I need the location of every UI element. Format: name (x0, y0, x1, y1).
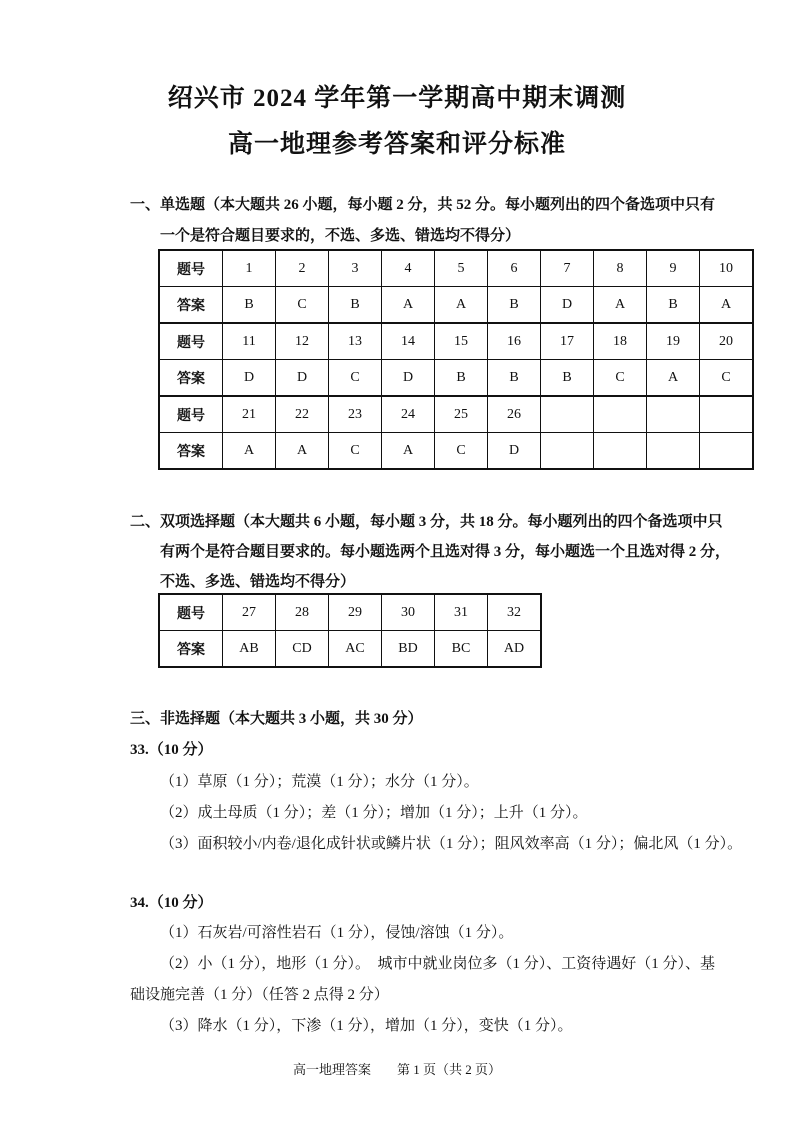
table-cell: D (276, 360, 329, 397)
table-cell: 8 (594, 250, 647, 287)
table-cell: B (488, 360, 541, 397)
table-cell: B (647, 287, 700, 324)
section1-heading-line1: 一、单选题（本大题共 26 小题，每小题 2 分，共 52 分。每小题列出的四个备选项中只有 (130, 197, 716, 213)
table-cell (647, 396, 700, 433)
question-number-row (159, 250, 753, 287)
table-cell: B (435, 360, 488, 397)
double-choice-answer-table (158, 593, 542, 668)
row-label: 答案 (159, 360, 223, 397)
section2-heading-line1: 二、双项选择题（本大题共 6 小题，每小题 3 分，共 18 分。每小题列出的四个备选项中只 (130, 514, 723, 530)
table-cell: 23 (329, 396, 382, 433)
row-label: 题号 (159, 594, 223, 631)
row-label: 题号 (159, 396, 223, 433)
table-cell: BC (435, 631, 488, 668)
table-cell: A (647, 360, 700, 397)
table-cell (700, 433, 754, 470)
table-cell: CD (276, 631, 329, 668)
table-cell: C (700, 360, 754, 397)
q33-answer-2: （2）成土母质（1 分）；差（1 分）；增加（1 分）；上升（1 分）。 (160, 805, 588, 821)
table-cell: 28 (276, 594, 329, 631)
single-choice-answer-table (158, 249, 754, 470)
row-label: 答案 (159, 631, 223, 668)
table-cell: A (382, 433, 435, 470)
table-cell: A (382, 287, 435, 324)
table-cell: 10 (700, 250, 754, 287)
table-cell: 20 (700, 323, 754, 360)
table-cell: BD (382, 631, 435, 668)
table-cell: 21 (223, 396, 276, 433)
table-cell: 19 (647, 323, 700, 360)
page-footer: 高一地理答案 第 1 页（共 2 页） (292, 1062, 501, 1077)
table-cell: A (594, 287, 647, 324)
table-cell: 13 (329, 323, 382, 360)
question-number-row (159, 323, 753, 360)
question-number-row (159, 396, 753, 433)
table-cell: 15 (435, 323, 488, 360)
q33-answer-3: （3）面积较小/内卷/退化成针状或鳞片状（1 分）；阻风效率高（1 分）；偏北风（1 分）。 (160, 836, 743, 852)
table-cell: C (594, 360, 647, 397)
section2-heading-line2: 有两个是符合题目要求的。每小题选两个且选对得 3 分，每小题选一个且选对得 2 分， (160, 544, 731, 560)
table-cell: 25 (435, 396, 488, 433)
section3-heading: 三、非选择题（本大题共 3 小题，共 30 分） (130, 711, 423, 727)
table-cell: 6 (488, 250, 541, 287)
table-cell: 22 (276, 396, 329, 433)
table-cell: D (382, 360, 435, 397)
table-cell: C (435, 433, 488, 470)
table-cell: 11 (223, 323, 276, 360)
table-cell: A (223, 433, 276, 470)
q34-answer-2-cont: 础设施完善（1 分）（任答 2 点得 2 分） (130, 987, 389, 1003)
table-cell: 4 (382, 250, 435, 287)
table-cell (700, 396, 754, 433)
table-cell: D (488, 433, 541, 470)
table-cell: B (223, 287, 276, 324)
row-label: 题号 (159, 323, 223, 360)
table-cell: C (276, 287, 329, 324)
table-cell: 32 (488, 594, 542, 631)
table-cell: 12 (276, 323, 329, 360)
table-cell: 16 (488, 323, 541, 360)
answer-row (159, 360, 753, 397)
row-label: 题号 (159, 250, 223, 287)
table-cell: D (541, 287, 594, 324)
table-cell: 29 (329, 594, 382, 631)
table-cell: D (223, 360, 276, 397)
question-number-row (159, 594, 541, 631)
table-cell: 26 (488, 396, 541, 433)
table-cell: 24 (382, 396, 435, 433)
table-cell (594, 433, 647, 470)
q34-answer-3: （3）降水（1 分），下渗（1 分），增加（1 分），变快（1 分）。 (160, 1018, 573, 1034)
q33-answer-1: （1）草原（1 分）；荒漠（1 分）；水分（1 分）。 (160, 774, 479, 790)
answer-row (159, 631, 541, 668)
table-cell: B (541, 360, 594, 397)
q33-label: 33.（10 分） (130, 742, 213, 758)
table-cell: 1 (223, 250, 276, 287)
document-title: 绍兴市 2024 学年第一学期高中期末调测 (167, 85, 627, 112)
table-cell: 5 (435, 250, 488, 287)
table-cell: 9 (647, 250, 700, 287)
table-cell: 30 (382, 594, 435, 631)
table-cell: AD (488, 631, 542, 668)
q34-answer-2: （2）小（1 分），地形（1 分）。 城市中就业岗位多（1 分）、工资待遇好（1 分）、基 (160, 956, 716, 972)
section1-heading-line2: 一个是符合题目要求的，不选、多选、错选均不得分） (160, 228, 521, 244)
table-cell: 7 (541, 250, 594, 287)
q34-label: 34.（10 分） (130, 895, 213, 911)
table-cell: B (488, 287, 541, 324)
table-cell: C (329, 433, 382, 470)
table-cell: 31 (435, 594, 488, 631)
table-cell (594, 396, 647, 433)
table-cell: 14 (382, 323, 435, 360)
table-cell: C (329, 360, 382, 397)
answer-row (159, 433, 753, 470)
answer-row (159, 287, 753, 324)
q34-answer-1: （1）石灰岩/可溶性岩石（1 分），侵蚀/溶蚀（1 分）。 (160, 925, 514, 941)
table-cell: B (329, 287, 382, 324)
table-cell: 3 (329, 250, 382, 287)
table-cell (541, 396, 594, 433)
table-cell (647, 433, 700, 470)
document-subtitle: 高一地理参考答案和评分标准 (227, 131, 566, 158)
table-cell: 17 (541, 323, 594, 360)
section2-heading-line3: 不选、多选、错选均不得分） (160, 574, 356, 590)
table-cell: 2 (276, 250, 329, 287)
table-cell: A (700, 287, 754, 324)
table-cell: AB (223, 631, 276, 668)
table-cell: 18 (594, 323, 647, 360)
row-label: 答案 (159, 287, 223, 324)
table-cell: A (276, 433, 329, 470)
table-cell: 27 (223, 594, 276, 631)
table-cell: A (435, 287, 488, 324)
table-cell: AC (329, 631, 382, 668)
table-cell (541, 433, 594, 470)
row-label: 答案 (159, 433, 223, 470)
